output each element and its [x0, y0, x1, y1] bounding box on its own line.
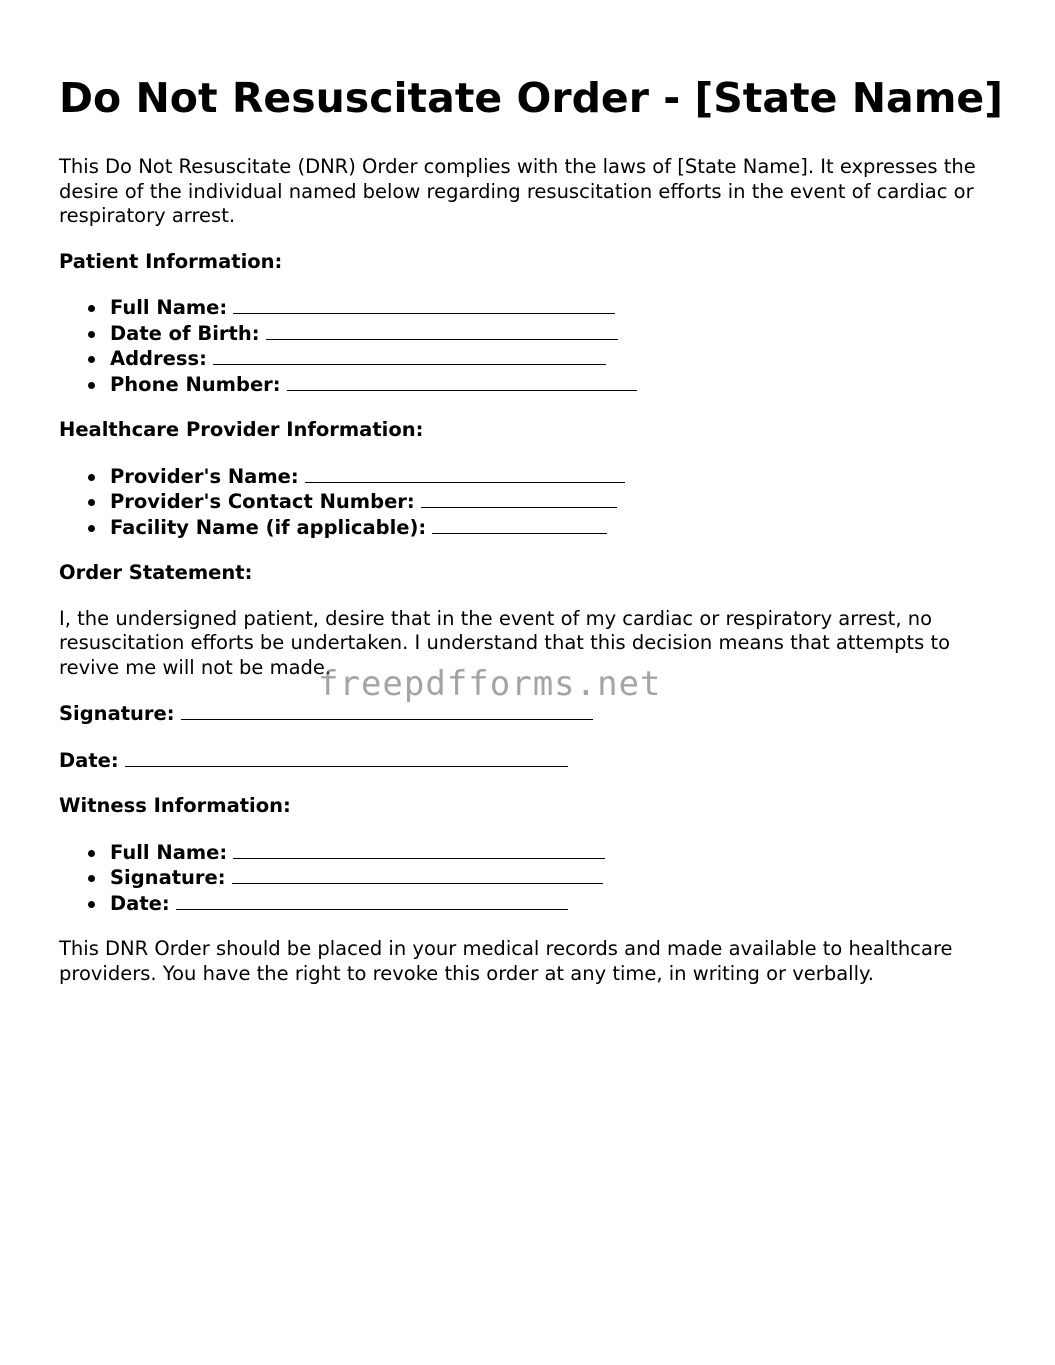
provider-name-label: Provider's Name:	[110, 464, 299, 488]
signature-blank[interactable]	[181, 701, 593, 720]
patient-phone-label: Phone Number:	[110, 372, 281, 396]
patient-dob-field	[110, 321, 1009, 347]
witness-signature-blank[interactable]	[232, 865, 603, 884]
witness-signature-label: Signature:	[110, 866, 226, 889]
date-label: Date:	[59, 748, 119, 772]
intro-paragraph: This Do Not Resuscitate (DNR) Order complies with the laws of [State Name]. It expresses the desire of the individual named below regarding resuscitation efforts in the event of cardiac or respiratory arrest.	[59, 155, 976, 227]
provider-contact-field	[110, 489, 1009, 515]
patient-full-name-label: Full Name:	[110, 296, 228, 319]
patient-full-name-field	[110, 295, 1009, 321]
facility-name-label: Facility Name (if applicable):	[110, 515, 427, 539]
order-statement-text: I, the undersigned patient, desire that in the event of my cardiac or respiratory arrest, no resuscitation efforts be undertaken. I understand that this decision means that attempts to revive me will not be made.	[59, 606, 951, 679]
facility-name-blank[interactable]	[432, 515, 607, 534]
watermark: freepdfforms.net	[318, 664, 662, 704]
signature-field	[59, 701, 1009, 727]
patient-address-field	[110, 346, 1009, 372]
witness-date-blank[interactable]	[176, 891, 568, 910]
patient-phone-field	[110, 372, 1009, 398]
patient-info-heading: Patient Information:	[59, 249, 283, 273]
witness-signature-field	[110, 865, 1009, 891]
witness-date-field	[110, 891, 1009, 917]
document-title: Do Not Resuscitate Order - [State Name]	[59, 74, 1003, 122]
provider-name-field	[110, 464, 1009, 490]
provider-info-list	[59, 464, 1009, 541]
patient-dob-label: Date of Birth:	[110, 321, 260, 345]
patient-full-name-blank[interactable]	[233, 295, 615, 314]
patient-dob-blank[interactable]	[266, 321, 618, 340]
patient-address-label: Address:	[110, 347, 207, 370]
witness-full-name-blank[interactable]	[233, 840, 605, 859]
provider-contact-label: Provider's Contact Number:	[110, 490, 415, 513]
facility-name-field	[110, 515, 1009, 541]
closing-paragraph: This DNR Order should be placed in your medical records and made available to healthcare providers. You have the right to revoke this order at any time, in writing or verbally.	[59, 937, 953, 985]
signature-label: Signature:	[59, 702, 175, 725]
witness-full-name-label: Full Name:	[110, 840, 228, 864]
witness-info-list	[59, 840, 1009, 917]
witness-info-heading: Witness Information:	[59, 794, 291, 817]
witness-full-name-field	[110, 840, 1009, 866]
date-field	[59, 748, 1009, 774]
patient-phone-blank[interactable]	[287, 372, 637, 391]
provider-info-heading: Healthcare Provider Information:	[59, 418, 424, 441]
witness-date-label: Date:	[110, 891, 170, 915]
order-statement-heading: Order Statement:	[59, 561, 253, 584]
patient-address-blank[interactable]	[213, 346, 606, 365]
provider-contact-blank[interactable]	[421, 489, 617, 508]
date-blank[interactable]	[125, 748, 568, 767]
document-page	[59, 74, 1009, 986]
patient-info-list	[59, 295, 1009, 397]
provider-name-blank[interactable]	[305, 464, 625, 483]
